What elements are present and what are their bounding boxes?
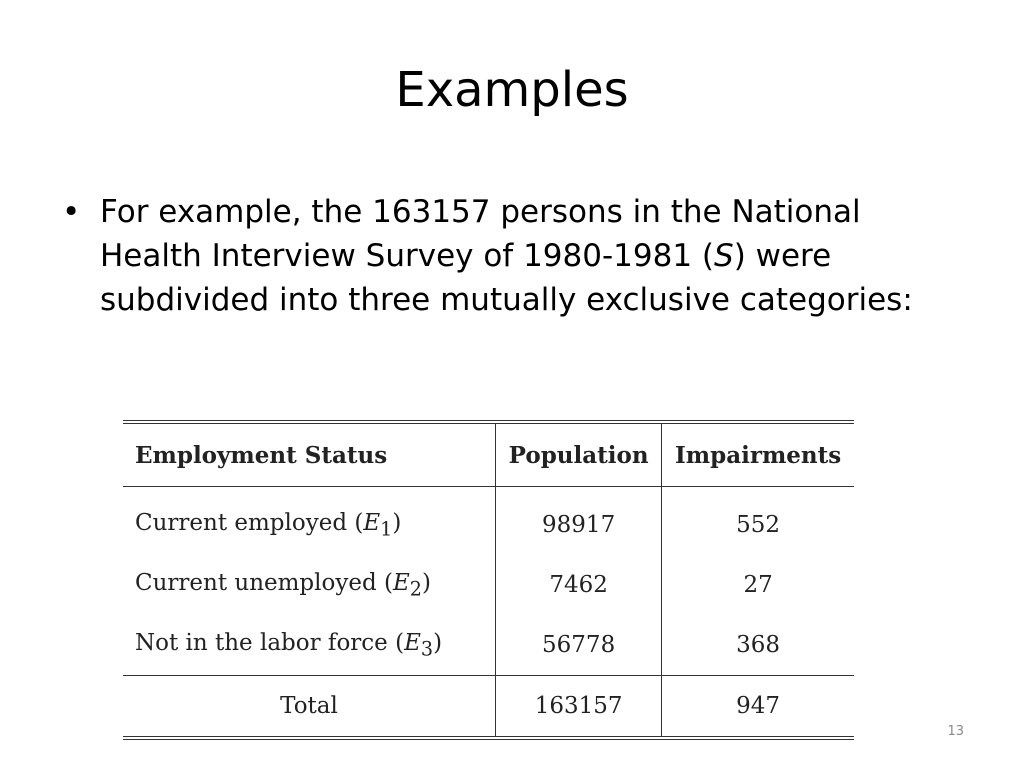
table-row: [123, 555, 854, 615]
population-cell: 56778: [496, 615, 662, 676]
status-label: Current unemployed: [135, 569, 377, 596]
status-label: Current employed: [135, 509, 348, 536]
status-subscript: 3: [420, 637, 434, 661]
status-cell: Not in the labor force $(E_3)$: [135, 629, 443, 661]
status-cell: Current unemployed $(E_2)$: [135, 569, 431, 601]
total-population-cell: 163157: [496, 676, 662, 739]
employment-table: [123, 420, 854, 740]
bullet-item: [62, 190, 942, 322]
table-row: [123, 487, 854, 556]
slide-title: Examples: [395, 62, 629, 118]
table-row: [123, 615, 854, 676]
bullet-text: [100, 190, 942, 322]
bullet-symbol: •: [62, 194, 81, 230]
status-symbol: E: [404, 629, 421, 656]
bullet-text-italic: S: [714, 238, 734, 274]
status-subscript: 1: [380, 517, 393, 541]
status-label: Not in the labor force: [135, 629, 388, 656]
header-impairments: Impairments: [662, 422, 854, 487]
page-number: 13: [947, 724, 964, 739]
bullet-text-part-2: ) were subdivided into three mutually exclusive categories:: [100, 238, 913, 318]
impairments-cell: 368: [662, 615, 854, 676]
header-employment-status: Employment Status: [123, 422, 496, 487]
table-total-row: [123, 676, 854, 739]
status-subscript: 2: [409, 577, 422, 601]
bullet-text-part-1: For example, the 163157 persons in the National Health Interview Survey of 1980-1981 (: [100, 194, 861, 274]
employment-table-container: [123, 420, 854, 740]
impairments-cell: 27: [662, 555, 854, 615]
status-symbol: E: [363, 509, 381, 536]
impairments-cell: 552: [662, 487, 854, 556]
table-header-row: [123, 422, 854, 487]
population-cell: 98917: [496, 487, 662, 556]
status-cell: Current employed $(E_1)$: [135, 509, 402, 541]
header-population: Population: [496, 422, 662, 487]
total-impairments-cell: 947: [662, 676, 854, 739]
total-label-cell: Total: [123, 676, 496, 739]
population-cell: 7462: [496, 555, 662, 615]
status-symbol: E: [392, 569, 410, 596]
